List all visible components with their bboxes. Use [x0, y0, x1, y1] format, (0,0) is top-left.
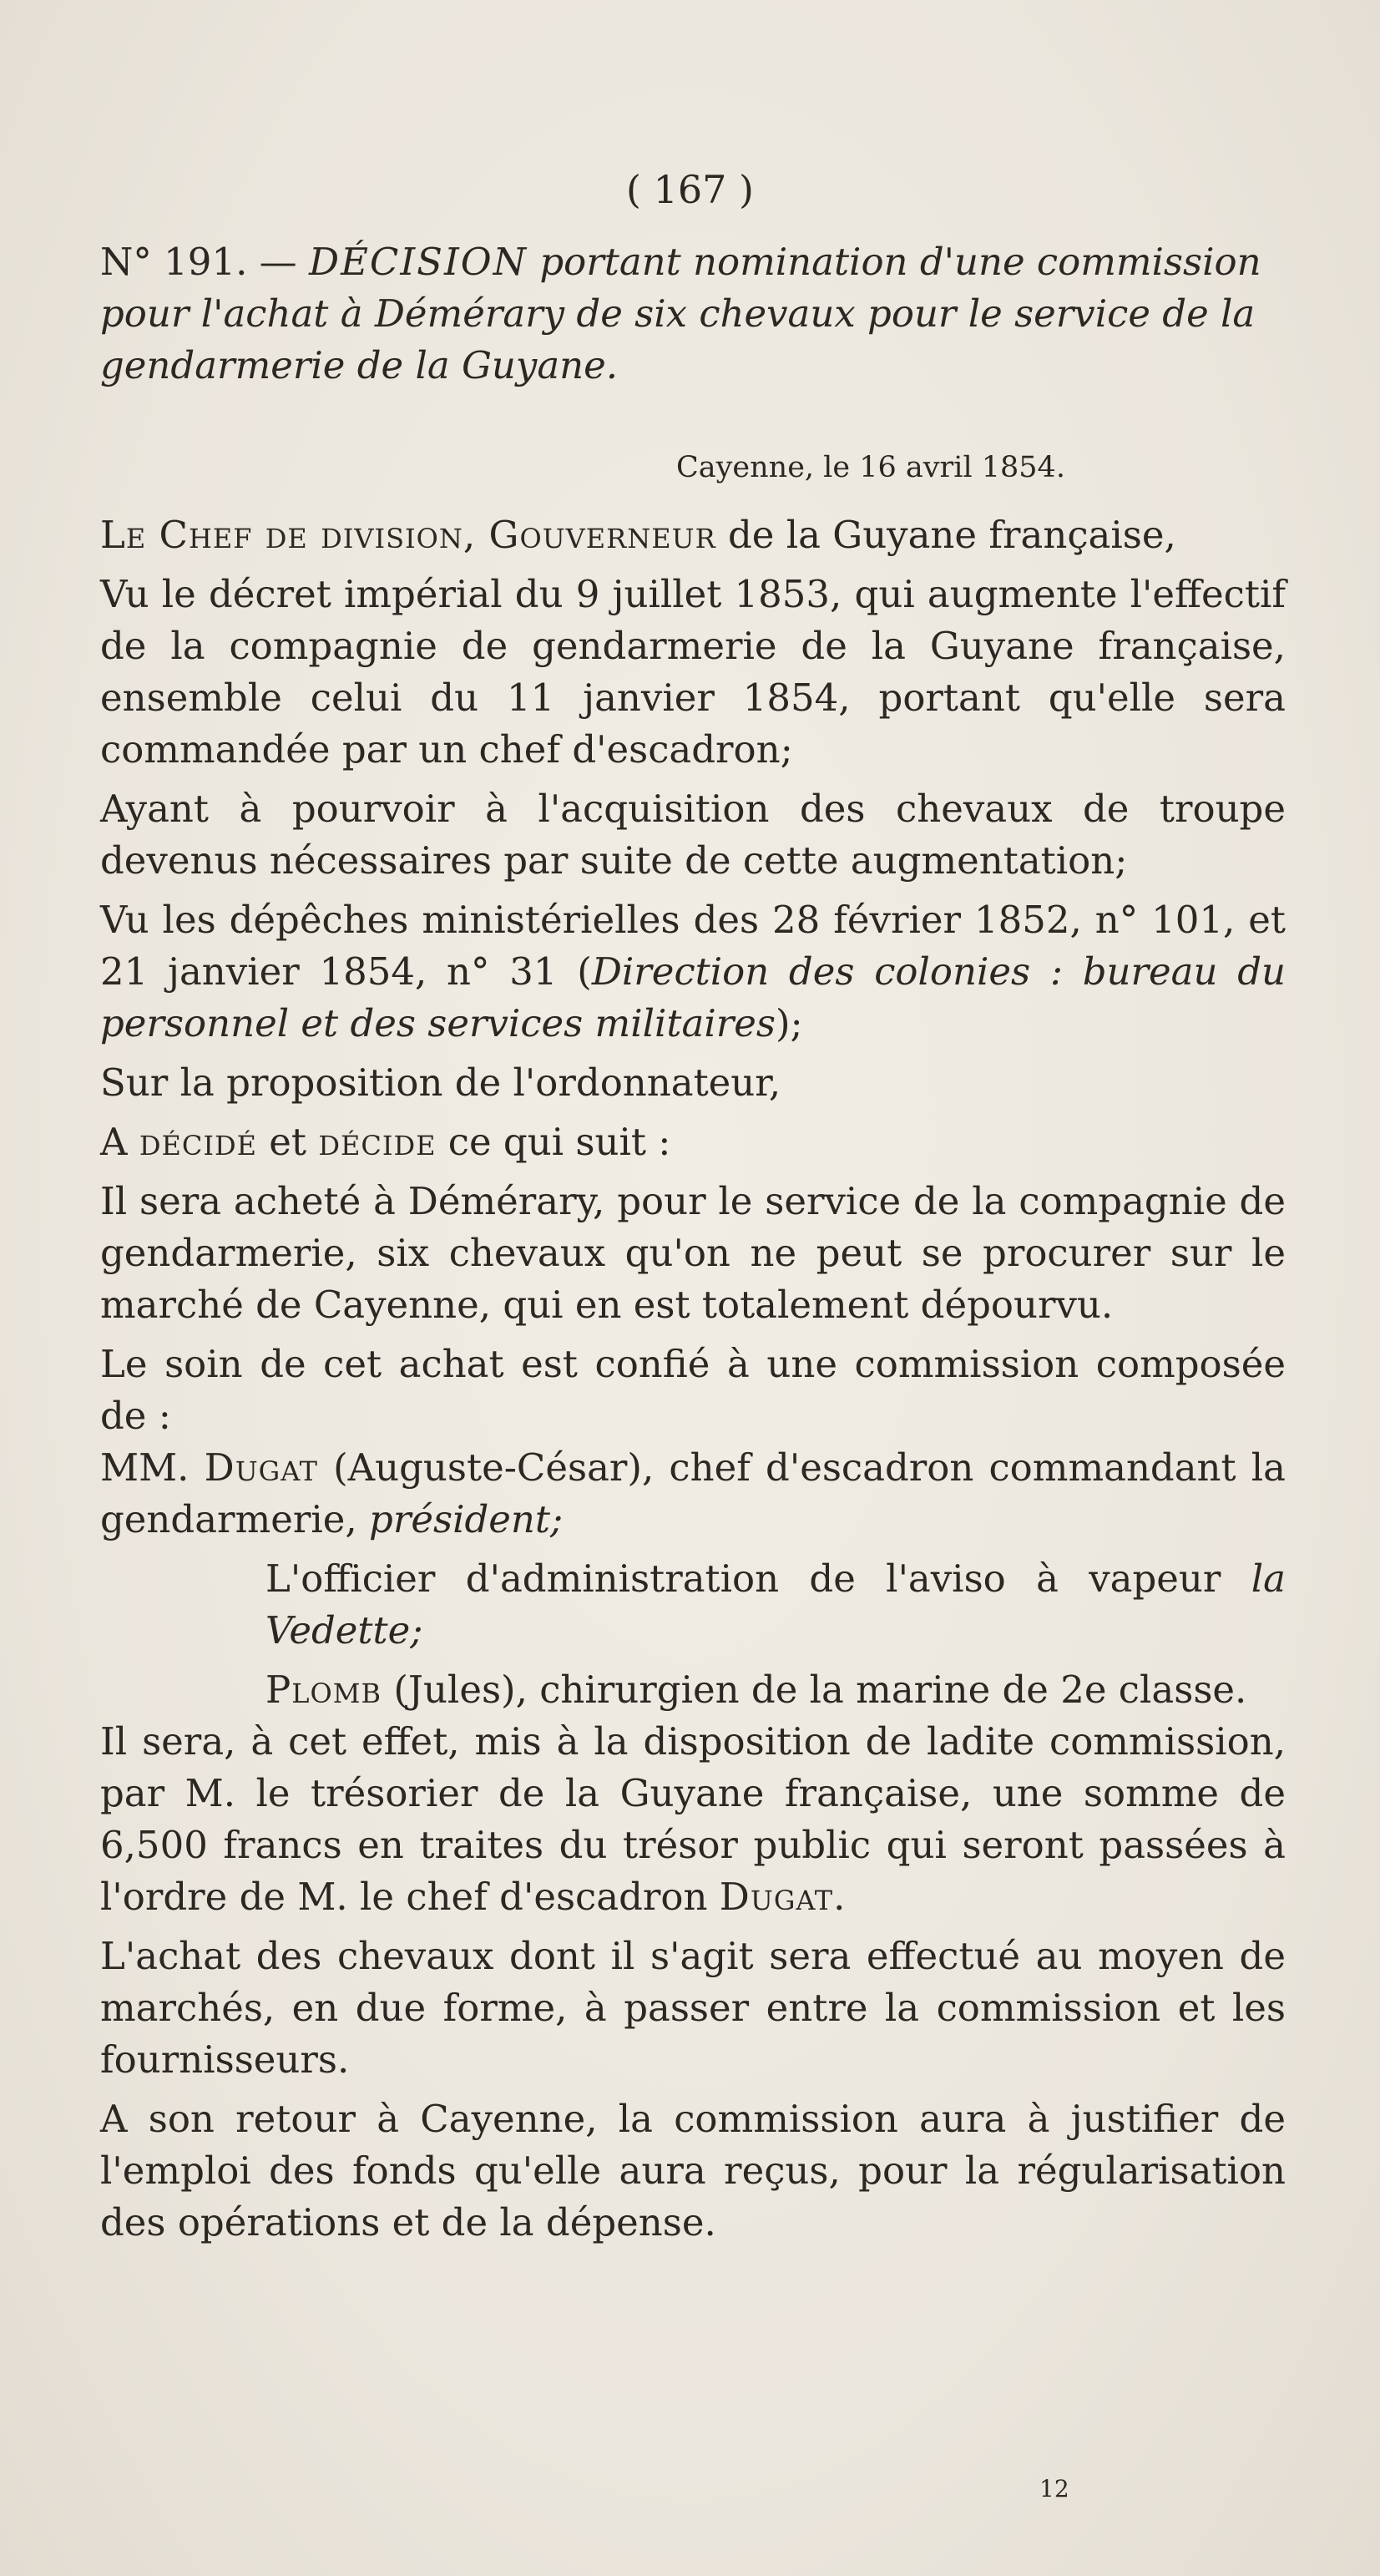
depeches-end: );	[775, 1001, 803, 1045]
depeches-direction: Direction des colonies : bureau du personnel et des services militaires	[100, 949, 1286, 1045]
page-number: ( 167 )	[626, 167, 754, 212]
paragraph-tresor	[100, 1716, 1286, 1923]
decision-title: portant nomination d'une commission pour l'achat à Démérary de six chevaux pour le service de la gendarmerie de la Guyane.	[100, 240, 1261, 387]
member-plomb-desc: (Jules), chirurgien de la marine de 2e classe.	[393, 1668, 1247, 1712]
member-dugat	[100, 1442, 1286, 1546]
commission-members	[100, 1442, 1286, 1716]
decide-rest: ce qui suit :	[447, 1120, 671, 1164]
member-officier-ship: la Vedette;	[265, 1556, 1286, 1652]
paragraph-depeches	[100, 894, 1286, 1050]
member-plomb	[100, 1664, 1286, 1716]
paragraph-acquisition: Ayant à pourvoir à l'acquisition des chevaux de troupe devenus nécessaires par suite de cette augmentation;	[100, 787, 1286, 883]
decision-title-caps: DÉCISION	[309, 240, 528, 284]
decide-a: A	[100, 1120, 128, 1164]
depeches-text: Vu les dépêches ministérielles des 28 février 1852, n° 101, et 21 janvier 1854, n° 31 (	[100, 898, 1286, 994]
member-plomb-name: Plomb	[265, 1668, 382, 1712]
paragraph-decret: Vu le décret impérial du 9 juillet 1853, qui augmente l'effectif de la compagnie de gendarmerie de la Guyane française, ensemble celui du 11 janvier 1854, portant qu'elle sera commandée par un chef d'escadron;	[100, 572, 1286, 772]
decision-heading	[100, 236, 1286, 392]
governor-title: Le Chef de division, Gouverneur	[100, 513, 716, 557]
opening-rest: de la Guyane française,	[727, 513, 1176, 557]
paragraph-retour: A son retour à Cayenne, la commission aura à justifier de l'emploi des fonds qu'elle aura reçus, pour la régularisation des opérations et de la dépense.	[100, 2097, 1286, 2245]
member-dugat-name: Dugat	[204, 1445, 318, 1490]
decision-number: N° 191. —	[100, 240, 297, 284]
tresor-name: Dugat.	[719, 1875, 847, 1919]
dateline: Cayenne, le 16 avril 1854.	[676, 451, 1065, 484]
mm-label: MM.	[100, 1445, 190, 1490]
paragraph-commission: Le soin de cet achat est confié à une commission composée de :	[100, 1342, 1286, 1438]
decide-word-1: décidé	[139, 1120, 257, 1164]
paragraph-proposition: Sur la proposition de l'ordonnateur,	[100, 1060, 781, 1105]
paragraph-marches: L'achat des chevaux dont il s'agit sera effectué au moyen de marchés, en due forme, à passer entre la commission et les fournisseurs.	[100, 1934, 1286, 2082]
opening-line	[100, 509, 1286, 561]
member-dugat-role: président;	[369, 1497, 564, 1541]
decide-word-2: décide	[318, 1120, 437, 1164]
document-body	[100, 509, 1286, 2249]
paragraph-decide	[100, 1116, 1286, 1168]
signature-mark: 12	[1039, 2475, 1069, 2503]
decide-et: et	[269, 1120, 306, 1164]
member-dugat-desc: (Auguste-César), chef d'escadron commandant la gendarmerie,	[100, 1445, 1286, 1541]
paragraph-achat: Il sera acheté à Démérary, pour le service de la compagnie de gendarmerie, six chevaux qu'on ne peut se procurer sur le marché de Cayenne, qui en est totalement dépourvu.	[100, 1179, 1286, 1327]
member-officier-desc: L'officier d'administration de l'aviso à vapeur	[265, 1556, 1221, 1601]
member-officier	[100, 1553, 1286, 1657]
tresor-text: Il sera, à cet effet, mis à la disposition de ladite commission, par M. le trésorier de la Guyane française, une somme de 6,500 francs en traites du trésor public qui seront passées à l'ordre de M. le chef d'escadron	[100, 1719, 1286, 1919]
